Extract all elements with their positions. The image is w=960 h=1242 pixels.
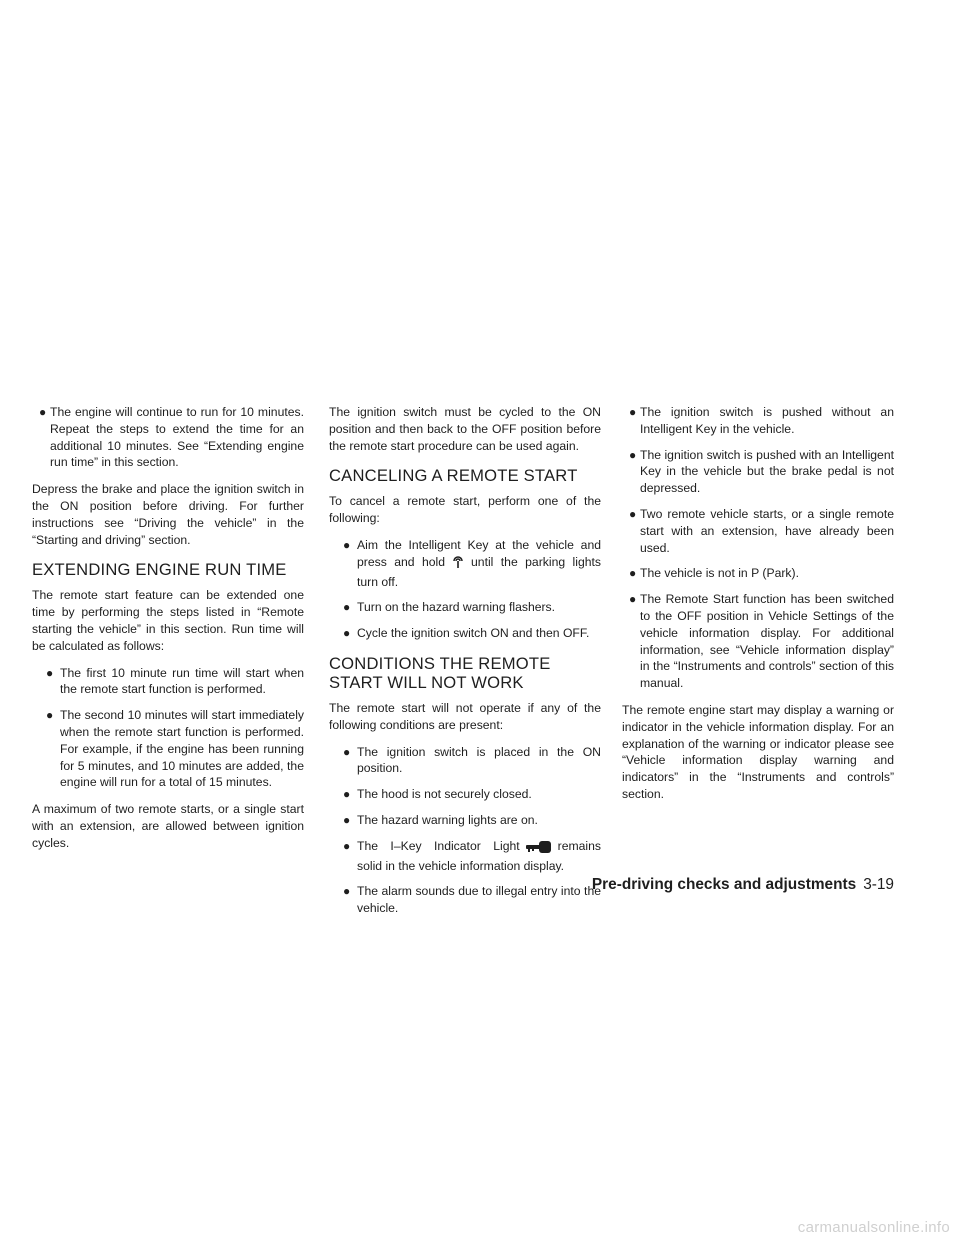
bullet-list [622,404,894,692]
list-item: ● The hazard warning lights are on. [343,812,538,827]
list-item: ● The hood is not securely closed. [343,787,532,802]
list-item: ● Aim the Intelligent Key at the vehicle and press and hold until the parking lights turn off. [343,537,601,589]
watermark: carmanualsonline.info [797,1219,950,1236]
bullet-list [32,665,304,792]
page-number: 3-19 [863,876,894,893]
list-item: ● Cycle the ignition switch ON and then OFF. [343,626,590,641]
remote-start-icon [451,555,465,574]
section-heading-conditions: CONDITIONS THE REMOTE START WILL NOT WORK [329,653,551,692]
paragraph: To cancel a remote start, perform one of the following: [329,494,601,526]
paragraph: The remote engine start may display a warning or indicator in the vehicle information display. For an explanation of the warning or indicator please see “Vehicle information display warning and indicators” in the “Instruments and controls” section. [622,702,894,801]
column-2 [329,404,601,927]
section-title: Pre-driving checks and adjustments [591,876,857,893]
list-item: ● The engine will continue to run for 10 minutes. Repeat the steps to extend the time for an additional 10 minutes. See “Extending engine run time” in this section. [39,405,304,470]
list-item: ● Two remote vehicle starts, or a single remote start with an extension, have already been used. [629,506,894,555]
column-3 [622,404,894,813]
column-1 [32,404,304,862]
list-item: ● The ignition switch is placed in the ON position. [343,744,601,776]
list-item: ● The alarm sounds due to illegal entry into the vehicle. [343,884,601,916]
list-item: ● The first 10 minute run time will start when the remote start function is performed. [46,665,304,697]
paragraph: The remote start feature can be extended one time by performing the steps listed in “Remote starting the vehicle” in this section. Run time will be calculated as follows: [32,588,304,653]
section-heading-canceling: CANCELING A REMOTE START [329,466,578,486]
page-footer [592,876,894,894]
list-item: ● The Remote Start function has been switched to the OFF position in Vehicle Settings of the vehicle information display. For additional information, see “Vehicle information display” in the “Instruments and controls” section of this manual. [629,592,894,691]
list-item: ● Turn on the hazard warning flashers. [343,600,556,615]
paragraph: The remote start will not operate if any of the following conditions are present: [329,700,601,732]
bullet-list [329,537,601,642]
section-heading-extending: EXTENDING ENGINE RUN TIME [32,560,287,580]
bullet-list [32,404,304,471]
list-item: ● The vehicle is not in P (Park). [629,566,799,581]
list-item: ● The second 10 minutes will start immediately when the remote start function is performed. For example, if the engine has been running for 5 minutes, and 10 minutes are added, the engine will run for a total of 15 minutes. [46,708,304,790]
paragraph: The ignition switch must be cycled to the ON position and then back to the OFF position before the remote start procedure can be used again. [329,405,601,453]
list-item: ● The ignition switch is pushed without an Intelligent Key in the vehicle. [629,405,894,436]
bullet-list [329,744,601,917]
list-item: ● The ignition switch is pushed with an Intelligent Key in the vehicle but the brake pedal is not depressed. [629,447,894,496]
paragraph: Depress the brake and place the ignition switch in the ON position before driving. For further instructions see “Driving the vehicle” in the “Starting and driving” section. [32,482,304,547]
key-indicator-icon [526,841,552,858]
paragraph: A maximum of two remote starts, or a single start with an extension, are allowed between ignition cycles. [32,802,304,850]
list-item: ● The I–Key Indicator Light remains solid in the vehicle information display. [343,838,601,873]
